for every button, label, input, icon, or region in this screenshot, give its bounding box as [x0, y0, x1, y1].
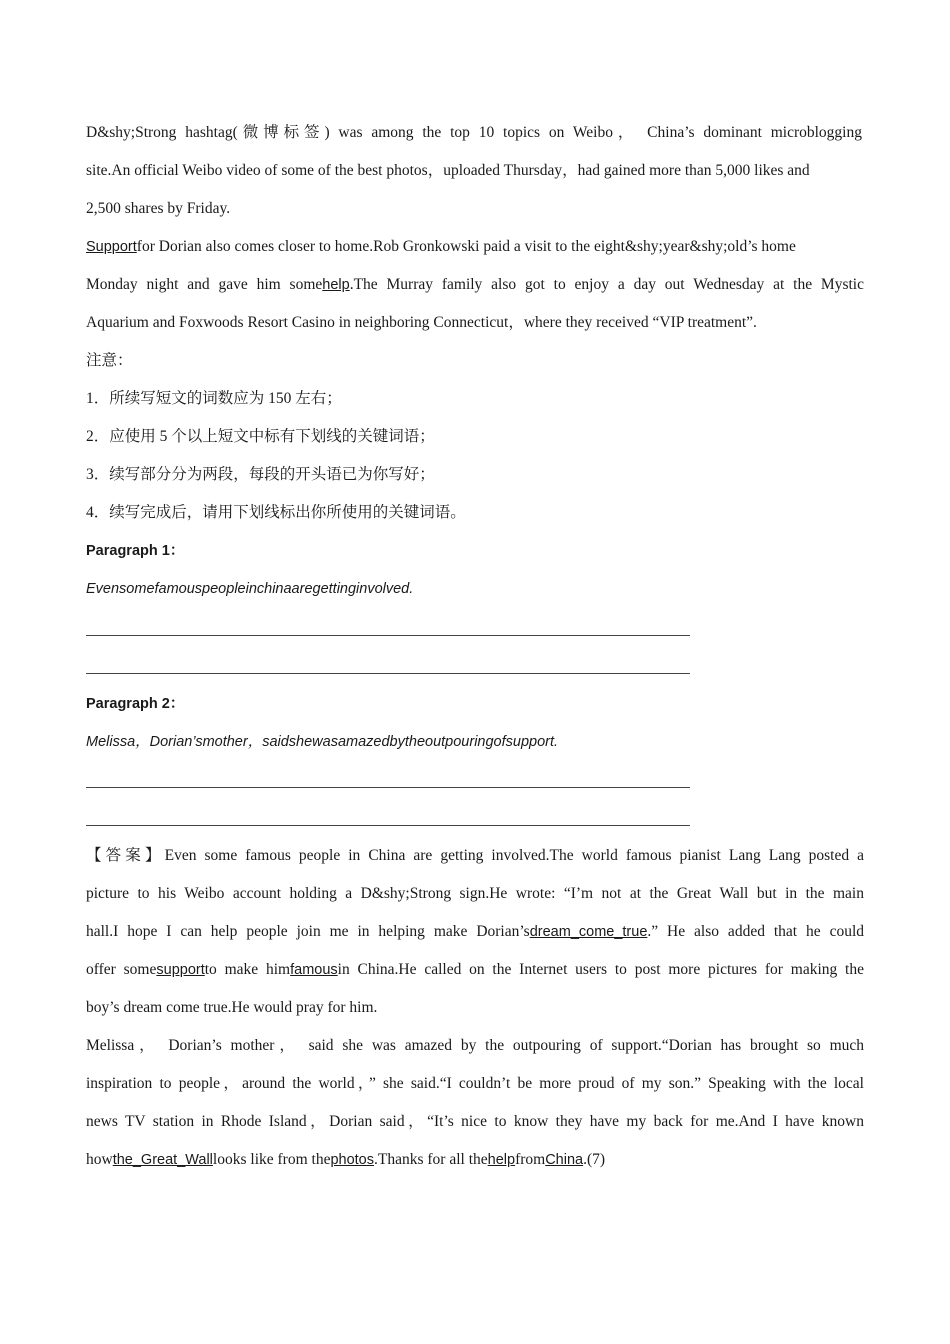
- keyword-photos: photos: [330, 1152, 374, 1168]
- answer-line-4-post: in China.He called on the Internet users to post more pictures for making the: [337, 961, 864, 978]
- intro-line-3: 2,500 shares by Friday.: [86, 200, 231, 217]
- answer-line-4-pre: offer some: [86, 961, 157, 978]
- answer-line-3-pre: hall.I hope I can help people join me in helping make Dorian’s: [86, 923, 530, 940]
- support-line-2-pre: Monday night and gave him some: [86, 276, 323, 293]
- answer-line-1-text: Even some famous people in China are getting involved.The world famous pianist Lang Lang posted a: [164, 847, 864, 864]
- writing-blank-line[interactable]: [86, 787, 690, 788]
- answer-line-9-mid-1: looks like from the: [212, 1151, 331, 1168]
- support-line-2-post: .The Murray family also got to enjoy a day out Wednesday at the Mystic: [349, 276, 864, 293]
- answer-line-7: inspiration to people，around the world，” she said.“I couldn’t be more proud of my son.” Speaking with the local: [86, 1075, 864, 1092]
- notes-heading: 注意：: [86, 352, 133, 369]
- answer-line-8: news TV station in Rhode Island，Dorian said，“It’s nice to know they have my back for me.And I have known: [86, 1113, 864, 1130]
- keyword-the-great-wall: the_Great_Wall: [112, 1152, 213, 1168]
- note-item: 3．续写部分分为两段，每段的开头语已为你写好；: [86, 466, 435, 483]
- answer-tag: 【答案】: [86, 847, 165, 864]
- note-item: 1．所续写短文的词数应为 150 左右；: [86, 390, 342, 407]
- keyword-help: help: [322, 277, 350, 293]
- note-item: 4．续写完成后，请用下划线标出你所使用的关键词语。: [86, 504, 466, 521]
- answer-line-1: [86, 846, 864, 866]
- support-line-3: Aquarium and Foxwoods Resort Casino in neighboring Connecticut，where they received “VIP treatment”.: [86, 314, 757, 331]
- keyword-dream-come-true: dream_come_true: [529, 924, 648, 940]
- support-line-2: [86, 275, 864, 295]
- support-line-1-text: for Dorian also comes closer to home.Rob Gronkowski paid a visit to the eight&shy;year&shy;old’s home: [136, 238, 796, 255]
- writing-blank-line[interactable]: [86, 673, 690, 674]
- intro-line-2: site.An official Weibo video of some of the best photos，uploaded Thursday，had gained more than 5,000 likes and: [86, 162, 810, 179]
- keyword-support: Support: [86, 239, 137, 255]
- answer-line-9-post: .(7): [583, 1151, 606, 1168]
- intro-line-1: D&shy;Strong hashtag(微博标签) was among the top 10 topics on Weibo， China’s dominant microblogging: [86, 124, 862, 141]
- keyword-support: support: [156, 962, 205, 978]
- answer-line-9: [86, 1150, 605, 1170]
- writing-blank-line[interactable]: [86, 635, 690, 636]
- answer-line-2: picture to his Weibo account holding a D&shy;Strong sign.He wrote: “I’m not at the Great Wall but in the main: [86, 885, 864, 902]
- answer-line-9-mid-3: from: [515, 1151, 546, 1168]
- paragraph-1-opener: Evensomefamouspeopleinchinaaregettinginvolved.: [86, 581, 414, 597]
- support-line-1: [86, 237, 796, 257]
- keyword-help: help: [487, 1152, 516, 1168]
- answer-line-9-mid-2: .Thanks for all the: [374, 1151, 488, 1168]
- answer-line-6: Melissa， Dorian’s mother， said she was amazed by the outpouring of support.“Dorian has brought so much: [86, 1037, 864, 1054]
- paragraph-1-label: Paragraph 1：: [86, 543, 185, 559]
- answer-line-5: boy’s dream come true.He would pray for him.: [86, 999, 378, 1016]
- answer-line-9-pre: how: [86, 1151, 113, 1168]
- keyword-famous: famous: [290, 962, 338, 978]
- answer-line-4-mid: to make him: [204, 961, 291, 978]
- writing-blank-line[interactable]: [86, 825, 690, 826]
- paragraph-2-label: Paragraph 2：: [86, 696, 185, 712]
- paragraph-2-opener: Melissa，Dorian’smother，saidshewasamazedbytheoutpouringofsupport.: [86, 734, 559, 750]
- keyword-china: China: [545, 1152, 584, 1168]
- answer-line-4: [86, 960, 864, 980]
- answer-line-3: [86, 922, 864, 942]
- note-item: 2．应使用 5 个以上短文中标有下划线的关键词语；: [86, 428, 435, 445]
- answer-line-3-post: .” He also added that he could: [647, 923, 865, 940]
